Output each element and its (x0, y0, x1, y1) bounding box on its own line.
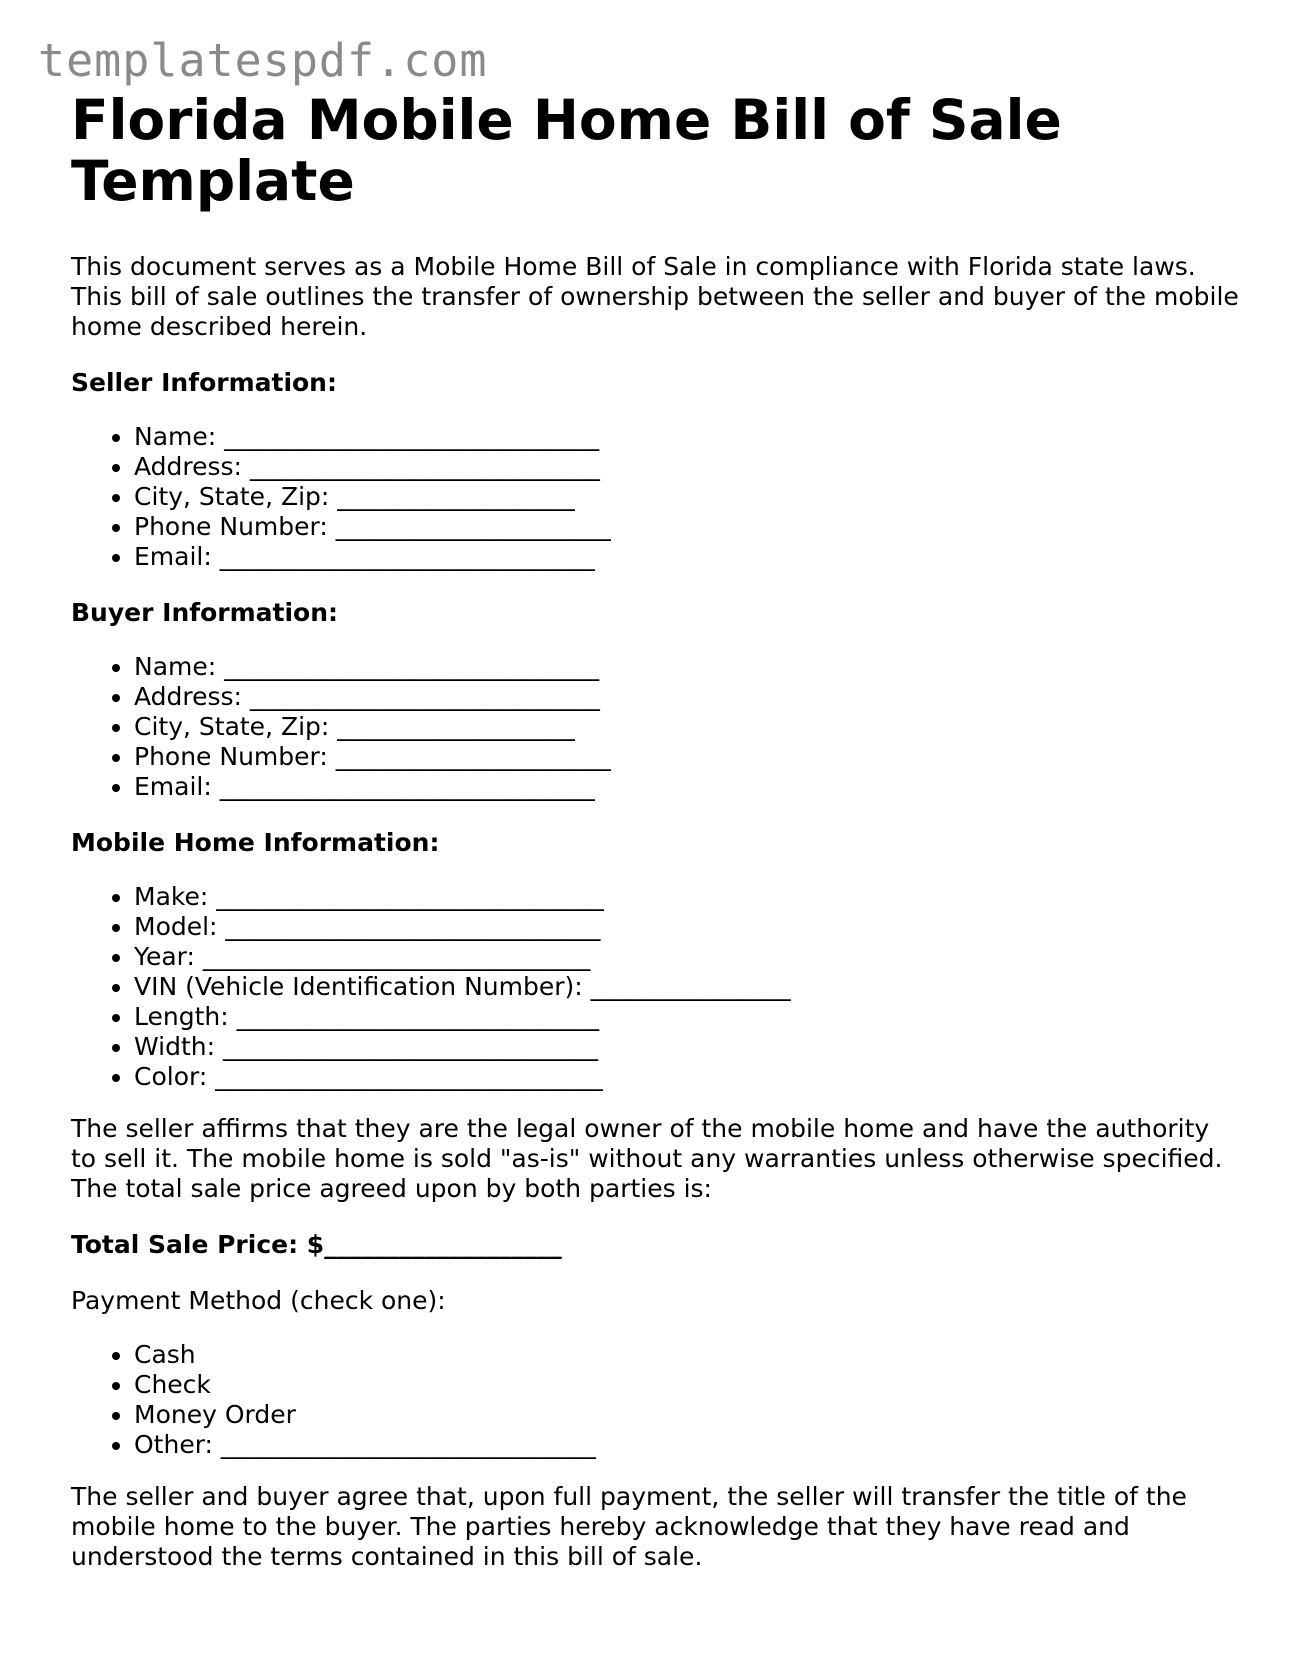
closing-paragraph: The seller and buyer agree that, upon full payment, the seller will transfer the title of the mobile home to the buyer. The parties hereby acknowledge that they have read and understood the terms contained in this bill of sale. (71, 1482, 1187, 1571)
payment-method-heading: Payment Method (check one): (71, 1286, 446, 1315)
payment-option-check[interactable]: • Check (134, 1370, 1241, 1400)
intro-paragraph: This document serves as a Mobile Home Bill of Sale in compliance with Florida state laws. This bill of sale outlines the transfer of ownership between the seller and buyer of the mobile home described herein. (71, 252, 1239, 341)
affirmation-paragraph: The seller affirms that they are the legal owner of the mobile home and have the authority to sell it. The mobile home is sold "as-is" without any warranties unless otherwise specified. The total sale price agreed upon by both parties is: (71, 1114, 1223, 1203)
payment-option-money-order[interactable]: • Money Order (134, 1400, 1241, 1430)
make-field[interactable]: • Make: _______________________________ (134, 882, 1241, 912)
buyer-city-state-zip-field[interactable]: • City, State, Zip: ___________________ (134, 712, 1241, 742)
mobile-home-heading: Mobile Home Information: (71, 828, 440, 857)
mobile-home-fields (71, 882, 1241, 1092)
buyer-name-field[interactable]: • Name: ______________________________ (134, 652, 1241, 682)
seller-city-state-zip-field[interactable]: • City, State, Zip: ___________________ (134, 482, 1241, 512)
vin-field[interactable]: • VIN (Vehicle Identification Number): ________________ (134, 972, 1241, 1002)
color-field[interactable]: • Color: _______________________________ (134, 1062, 1241, 1092)
document-title (71, 90, 1241, 212)
seller-phone-field[interactable]: • Phone Number: ______________________ (134, 512, 1241, 542)
model-field[interactable]: • Model: ______________________________ (134, 912, 1241, 942)
buyer-fields (71, 652, 1241, 802)
seller-email-field[interactable]: • Email: ______________________________ (134, 542, 1241, 572)
payment-option-cash[interactable]: • Cash (134, 1340, 1241, 1370)
buyer-phone-field[interactable]: • Phone Number: ______________________ (134, 742, 1241, 772)
seller-address-field[interactable]: • Address: ____________________________ (134, 452, 1241, 482)
total-sale-price-field[interactable]: Total Sale Price: $___________________ (71, 1230, 562, 1259)
year-field[interactable]: • Year: _______________________________ (134, 942, 1241, 972)
length-field[interactable]: • Length: _____________________________ (134, 1002, 1241, 1032)
width-field[interactable]: • Width: ______________________________ (134, 1032, 1241, 1062)
document-body (71, 90, 1241, 1572)
payment-options (71, 1340, 1241, 1460)
seller-name-field[interactable]: • Name: ______________________________ (134, 422, 1241, 452)
buyer-heading: Buyer Information: (71, 598, 339, 627)
title-line-1: Florida Mobile Home Bill of Sale (71, 88, 1062, 152)
buyer-email-field[interactable]: • Email: ______________________________ (134, 772, 1241, 802)
buyer-address-field[interactable]: • Address: ____________________________ (134, 682, 1241, 712)
seller-heading: Seller Information: (71, 368, 337, 397)
seller-fields (71, 422, 1241, 572)
title-line-2: Template (71, 149, 355, 213)
payment-option-other[interactable]: • Other: ______________________________ (134, 1430, 1241, 1460)
watermark: templatespdf.com (38, 34, 488, 87)
